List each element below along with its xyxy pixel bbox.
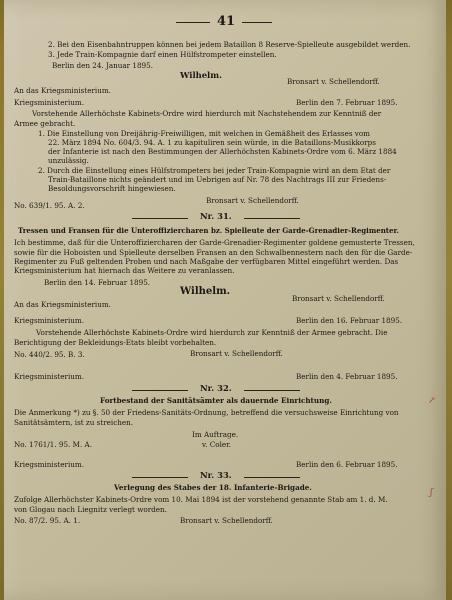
top-item-3: 3. Jede Train-Kompagnie darf einen Hülfstrompeter einstellen. (48, 50, 277, 59)
block1-item-1c: der Infanterie ist nach den Bestimmungen der Allerhöchsten Kabinets-Ordre vom 6. März 1884 (48, 147, 397, 156)
n32-number: Nr. 32. (200, 383, 232, 393)
n33-signer: Bronsart v. Schellendorff. (180, 516, 273, 525)
n31-line-4: Kriegsministerium hat hiernach das Weitere zu veranlassen. (14, 266, 235, 275)
n32-title: Fortbestand der Sanitätsämter als dauernde Einrichtung. (100, 396, 332, 405)
top-signature: Wilhelm. (180, 70, 222, 80)
n32-line-1: Die Anmerkung *) zu §. 50 der Friedens-Sanitäts-Ordnung, betreffend die versuchsweise Einrichtung von (14, 408, 399, 417)
n33-number: Nr. 33. (200, 470, 232, 480)
top-address: An das Kriegsministerium. (14, 86, 111, 95)
n31-ministry: Kriegsministerium. (14, 316, 84, 325)
n32-ref: No. 1761/1. 95. M. A. (14, 440, 93, 449)
block1-item-2a: 2. Durch die Einstellung eines Hülfstrompeters bei jeder Train-Kompagnie wird an dem Etat der (38, 166, 391, 175)
n32-date: Berlin den 4. Februar 1895. (296, 372, 398, 381)
n32-rule-left (132, 390, 188, 391)
block1-ministry: Kriegsministerium. (14, 98, 84, 107)
n33-rule-right (244, 477, 300, 478)
block1-date: Berlin den 7. Februar 1895. (296, 98, 398, 107)
n33-ministry: Kriegsministerium. (14, 460, 84, 469)
n31-note-2: Berichtigung der Bekleidungs-Etats bleibt vorbehalten. (14, 338, 217, 347)
n33-title: Verlegung des Stabes der 18. Infanterie-Brigade. (114, 483, 312, 492)
n31-number: Nr. 31. (200, 211, 232, 221)
n31-note-1: Vorstehende Allerhöchste Kabinets-Ordre wird hierdurch zur Kenntniß der Armee gebracht. Die (36, 328, 388, 337)
header-rule-left (176, 22, 210, 23)
n33-ref: No. 87/2. 95. A. 1. (14, 516, 81, 525)
n31-signer: Bronsart v. Schellendorff. (190, 349, 283, 358)
n33-line-2: von Glogau nach Liegnitz verlegt worden. (14, 505, 167, 514)
block1-signer: Bronsart v. Schellendorff. (206, 196, 299, 205)
n32-auftrag: Im Auftrage. (192, 430, 239, 439)
block1-intro: Vorstehende Allerhöchste Kabinets-Ordre wird hierdurch mit Nachstehendem zur Kenntniß der (32, 109, 382, 118)
n31-address: An das Kriegsministerium. (14, 300, 111, 309)
n31-line-2: sowie für die Hoboisten und Spielleute derselben Fransen an den Schwalbennestern nach den für die Garde- (14, 248, 413, 257)
block1-item-2b: Train-Bataillone nichts geändert und im Uebrigen auf Nr. 78 des Nachtrags III zur Friedens- (48, 175, 387, 184)
n32-ministry: Kriegsministerium. (14, 372, 84, 381)
block1-intro-2: Armee gebracht. (14, 119, 76, 128)
top-countersign: Bronsart v. Schellendorff. (287, 77, 380, 86)
n32-line-2: Sanitätsämtern, ist zu streichen. (14, 418, 134, 427)
block1-item-2c: Besoldungsvorschrift hingewiesen. (48, 184, 176, 193)
n31-rule-left (132, 218, 188, 219)
n31-line-3: Regimenter zu Fuß geltenden Proben und nach Maßgabe der verfügbaren Mittel eingeführt werden. Das (14, 257, 399, 266)
n31-ref: No. 440/2. 95. B. 3. (14, 350, 85, 359)
n33-rule-left (132, 477, 188, 478)
block1-item-1b: 22. März 1894 No. 604/3. 94. A. 1 zu kapituliren sein würde, in die Bataillons-Musikkorps (48, 138, 376, 147)
n32-signer: v. Coler. (202, 440, 232, 449)
n31-date-2: Berlin den 16. Februar 1895. (296, 316, 403, 325)
document-page (4, 0, 446, 600)
n31-line-1: Ich bestimme, daß für die Unteroffiziercharen der Garde-Grenadier-Regimenter goldene gemusterte Tressen, (14, 238, 415, 247)
page-number: 41 (217, 14, 236, 29)
n31-date: Berlin den 14. Februar 1895. (44, 278, 151, 287)
block1-item-1a: 1. Die Einstellung von Dreijährig-Freiwilligen, mit welchen in Gemäßheit des Erlasses vom (38, 129, 371, 138)
n33-line-1: Zufolge Allerhöchster Kabinets-Ordre vom 10. Mai 1894 ist der vorstehend genannte Stab am 1. d. M. (14, 495, 388, 504)
top-date: Berlin den 24. Januar 1895. (52, 61, 153, 70)
n33-date: Berlin den 6. Februar 1895. (296, 460, 398, 469)
block1-ref: No. 639/1. 95. A. 2. (14, 201, 85, 210)
n32-rule-right (244, 390, 300, 391)
top-item-2: 2. Bei den Eisenbahntruppen können bei jedem Bataillon 8 Reserve-Spielleute ausgebildet werden. (48, 40, 411, 49)
header-rule-right (242, 22, 272, 23)
n31-countersign: Bronsart v. Schellendorff. (292, 294, 385, 303)
n31-signature: Wilhelm. (180, 286, 231, 297)
handwritten-mark: ʃ (430, 488, 433, 498)
n31-rule-right (244, 218, 300, 219)
block1-item-1d: unzulässig. (48, 156, 89, 165)
n31-title: Tressen und Fransen für die Unteroffiziercharen bz. Spielleute der Garde-Grenadier-Regimenter. (18, 226, 399, 235)
handwritten-mark: ↗ (428, 396, 436, 406)
